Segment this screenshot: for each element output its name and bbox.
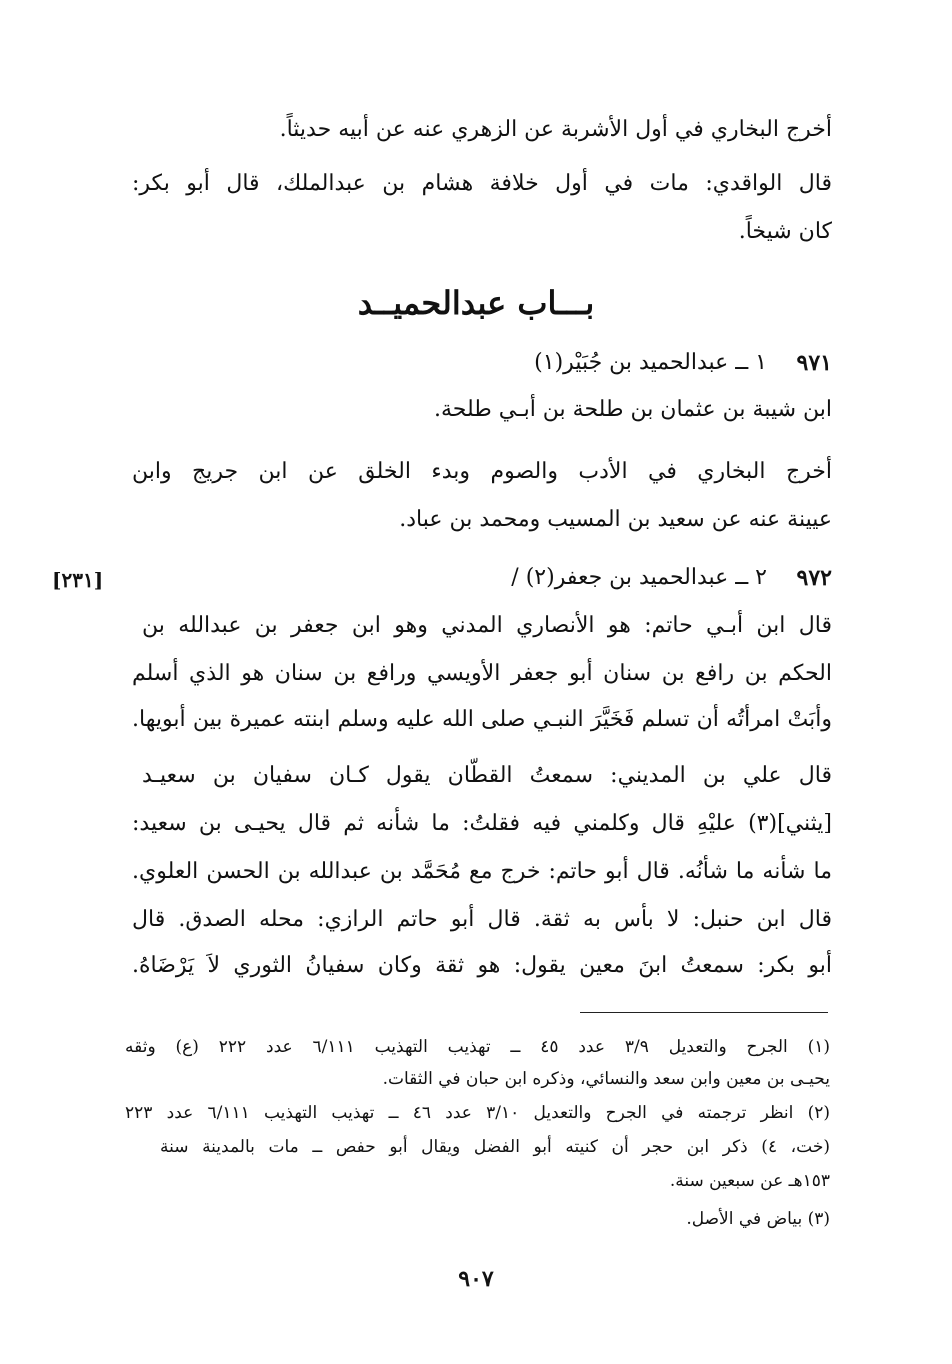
text-line: ما شأنه ما شأنُه. قال أبو حاتم: خرج مع مُحَمَّد بن عبدالله بن الحسن العلوي. <box>132 859 832 884</box>
entry-number: ٩٧٢ <box>796 565 832 591</box>
section-heading: بـــاب عبدالحميــد <box>357 284 595 322</box>
footnote-line: ١٥٣هـ عن سبعين سنة. <box>669 1171 830 1191</box>
text-line: أخرج البخاري في أول الأشربة عن الزهري عنه عن أبيه حديثاً. <box>279 117 832 142</box>
text-line: قال الواقدي: مات في أول خلافة هشام بن عبدالملك، قال أبو بكر: <box>132 171 832 196</box>
text-line: قال ابن أبـي حاتم: هو الأنصاري المدني وهو ابن جعفر بن عبدالله بن <box>142 613 832 638</box>
text-line: قال علي بن المديني: سمعتُ القطّان يقول كـان سفيان بن سعيـد <box>142 763 832 788</box>
footnote-line: (٣) بياض في الأصل. <box>686 1209 830 1229</box>
text-line: وأبَتْ امرأتُه أن تسلم فَخَيَّرَ النبـي صلى الله عليه وسلم ابنته عميرة بين أبويها. <box>132 707 832 732</box>
footnote-line: (٢) انظر ترجمته في الجرح والتعديل ٣/١٠ عدد ٤٦ ــ تهذيب التهذيب ٦/١١١ عدد ٢٢٣ <box>125 1103 830 1123</box>
text-line: الحكم بن رافع بن سنان أبو جعفر الأويسي ورافع بن سنان هو الذي أسلم <box>132 661 832 686</box>
text-line: عيينة عنه عن سعيد بن المسيب ومحمد بن عباد. <box>399 507 832 532</box>
text-line: ابن شيبة بن عثمان بن طلحة بن أبـي طلحة. <box>434 397 832 422</box>
text-line: قال ابن حنبل: لا بأس به ثقة. قال أبو حاتم الرازي: محله الصدق. قال <box>132 907 832 932</box>
footnote-line: (خت، ٤) ذكر ابن حجر أن كنيته أبو الفضل ويقال أبو حفص ــ مات بالمدينة سنة <box>160 1137 830 1157</box>
footnote-line: (١) الجرح والتعديل ٣/٩ عدد ٤٥ ــ تهذيب التهذيب ٦/١١١ عدد ٢٢٢ (ع) وثقه <box>125 1037 830 1057</box>
entry-title: ١ ــ عبدالحميد بن جُبَيْر(١) <box>534 350 767 375</box>
footnote-separator <box>580 1012 828 1013</box>
text-line: [يثني](٣) عليْهِ قال وكلمني فيه فقلتُ: ما شأنه ثم قال يحيـى بن سعيد: <box>132 811 832 836</box>
text-line: كان شيخاً. <box>738 219 832 244</box>
page-number: ٩٠٧ <box>458 1266 494 1292</box>
entry-number: ٩٧١ <box>796 350 832 376</box>
footnote-line: يحيـى بن معين وابن سعد والنسائي، وذكره ابن حبان في الثقات. <box>382 1069 830 1089</box>
page-reference: [٢٣١] <box>52 568 104 592</box>
text-line: أبو بكر: سمعتُ ابنَ معين يقول: هو ثقة وكان سفيانُ الثوري لاَ يَرْضَاهُ. <box>132 953 832 978</box>
entry-title: ٢ ــ عبدالحميد بن جعفر(٢) / <box>511 565 767 590</box>
text-line: أخرج البخاري في الأدب والصوم وبدء الخلق عن ابن جريج وابن <box>132 459 832 484</box>
